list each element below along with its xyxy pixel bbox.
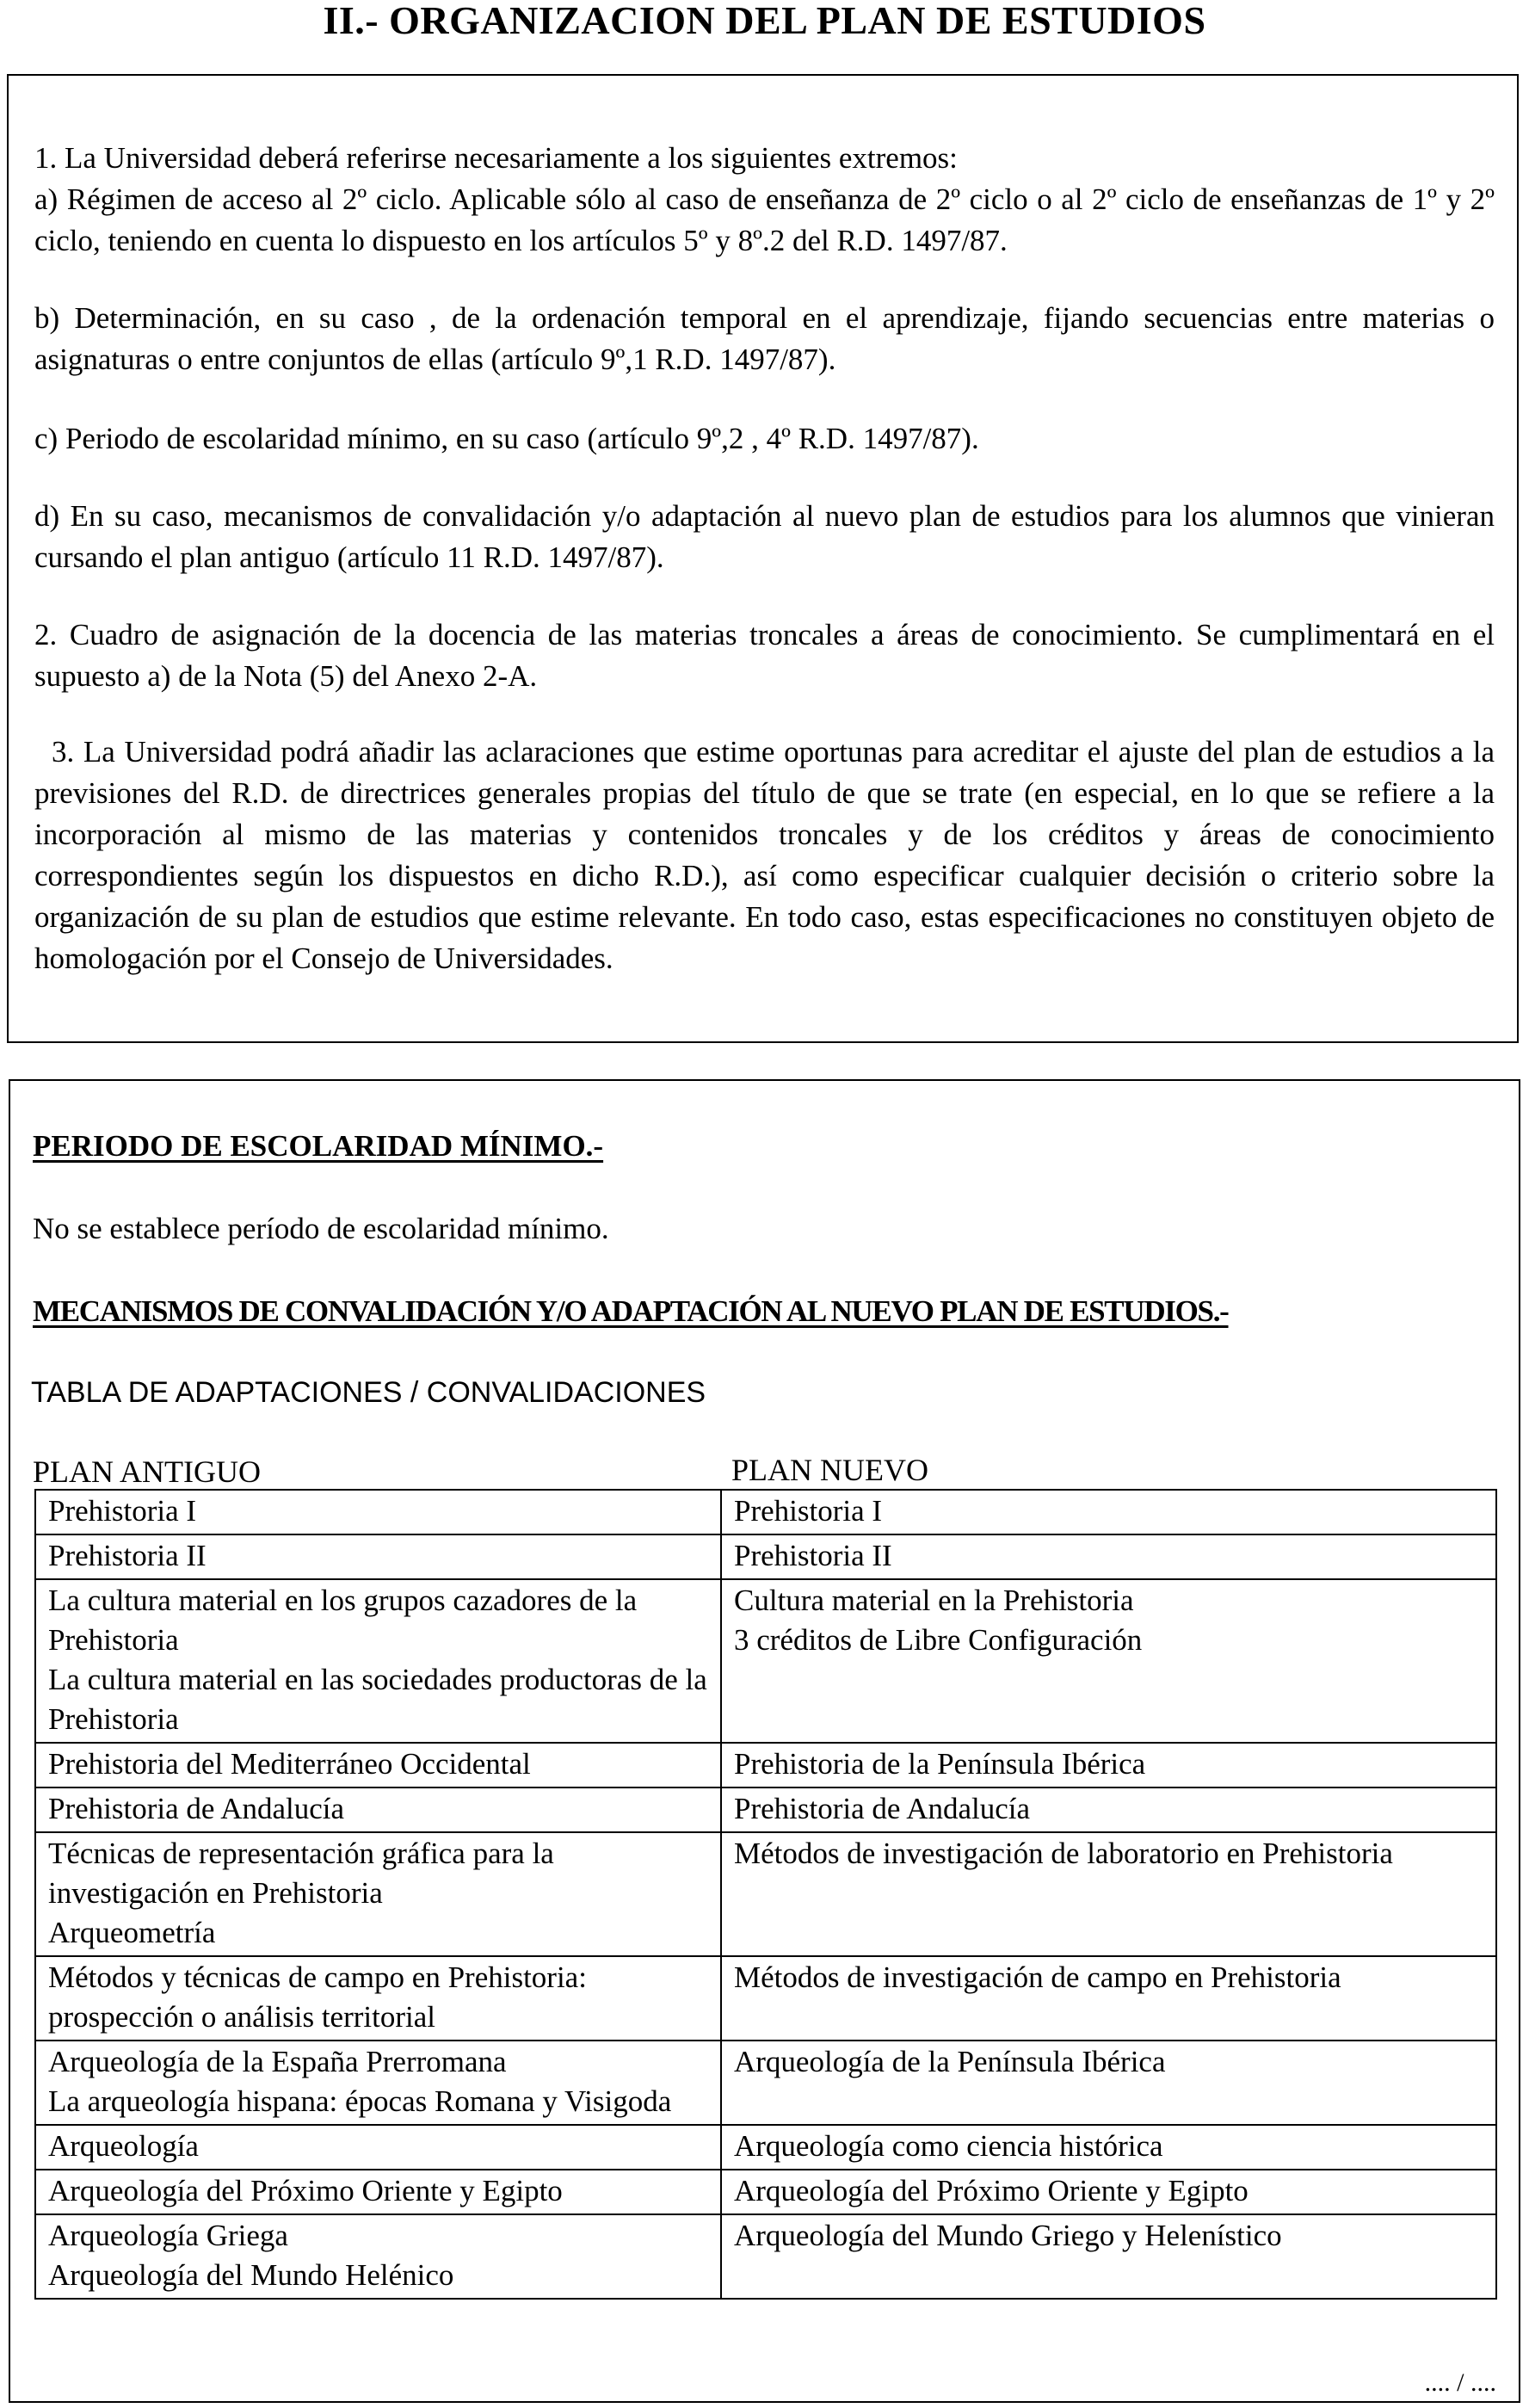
cell-plan-antiguo <box>35 1490 721 1534</box>
table-row <box>35 2214 1496 2299</box>
cell-plan-antiguo <box>35 2170 721 2214</box>
adaptations-table <box>34 1489 1497 2300</box>
table-row <box>35 2170 1496 2214</box>
subject-name: Métodos de investigación de campo en Prehistoria <box>734 1960 1341 1994</box>
cell-plan-antiguo <box>35 2125 721 2170</box>
instruction-1-intro: 1. La Universidad deberá referirse necesariamente a los siguientes extremos: <box>34 141 958 175</box>
subject-name: Métodos de investigación de laboratorio en Prehistoria <box>734 1837 1393 1870</box>
subject-name: Cultura material en la Prehistoria <box>734 1584 1134 1617</box>
table-row <box>35 2041 1496 2125</box>
subject-name: Arqueometría <box>48 1916 216 1949</box>
subject-name: La cultura material en los grupos cazadores de la Prehistoria <box>48 1584 638 1657</box>
table-row <box>35 1579 1496 1743</box>
cell-plan-antiguo <box>35 1832 721 1956</box>
table-row <box>35 1534 1496 1579</box>
cell-plan-antiguo <box>35 2041 721 2125</box>
subject-name: Arqueología de la España Prerromana <box>48 2045 507 2078</box>
cell-plan-nuevo <box>721 2041 1496 2125</box>
cell-plan-nuevo <box>721 1579 1496 1743</box>
subject-name: Prehistoria del Mediterráneo Occidental <box>48 1747 531 1781</box>
subject-name: Arqueología como ciencia histórica <box>734 2129 1163 2163</box>
cell-plan-antiguo <box>35 1579 721 1743</box>
instruction-3: 3. La Universidad podrá añadir las aclaraciones que estime oportunas para acreditar el ajuste del plan de estudios a la previsiones del R.D. de directrices generales propias del título de que se trate (en especial, en lo que se refiere a la incorporación al mismo de las materias y contenidos troncales y de los créditos y áreas de conocimiento correspondientes según los dispuestos en dicho R.D.), así como especificar cualquier decisión o criterio sobre la organización de su plan de estudios que estime relevante. En todo caso, estas especificaciones no constituyen objeto de homologación por el Consejo de Universidades. <box>34 735 1495 975</box>
subject-name: Prehistoria de la Península Ibérica <box>734 1747 1146 1781</box>
subject-name: La cultura material en las sociedades productoras de la Prehistoria <box>48 1663 707 1736</box>
subject-name: Arqueología Griega <box>48 2219 288 2252</box>
adaptations-box <box>9 1079 1520 2403</box>
cell-plan-nuevo <box>721 1534 1496 1579</box>
column-header-plan-nuevo: PLAN NUEVO <box>731 1453 928 1487</box>
instructions-box <box>7 74 1519 1043</box>
cell-plan-nuevo <box>721 1956 1496 2041</box>
instruction-2: 2. Cuadro de asignación de la docencia de las materias troncales a áreas de conocimiento. Se cumplimentará en el supuesto a) de la Nota (5) del Anexo 2-A. <box>34 618 1495 693</box>
subject-name: Técnicas de representación gráfica para la investigación en Prehistoria <box>48 1837 554 1910</box>
cell-plan-nuevo <box>721 1787 1496 1832</box>
periodo-heading: PERIODO DE ESCOLARIDAD MÍNIMO.- <box>33 1129 604 1163</box>
subject-name: Arqueología del Mundo Griego y Helenístico <box>734 2219 1282 2252</box>
continuation-mark: .... / .... <box>1424 2368 1496 2397</box>
cell-plan-antiguo <box>35 1534 721 1579</box>
table-row <box>35 1787 1496 1832</box>
cell-plan-nuevo <box>721 1743 1496 1787</box>
cell-plan-nuevo <box>721 2214 1496 2299</box>
subject-name: Prehistoria de Andalucía <box>48 1792 345 1825</box>
subject-name: Prehistoria II <box>734 1539 892 1572</box>
cell-plan-nuevo <box>721 1832 1496 1956</box>
table-row <box>35 1832 1496 1956</box>
subject-name: Prehistoria I <box>734 1494 883 1528</box>
cell-plan-antiguo <box>35 1956 721 2041</box>
table-row <box>35 1743 1496 1787</box>
subject-name: Prehistoria de Andalucía <box>734 1792 1031 1825</box>
subject-name: Métodos y técnicas de campo en Prehistoria: prospección o análisis territorial <box>48 1960 587 2034</box>
subject-name: Arqueología <box>48 2129 199 2163</box>
subject-name: Arqueología del Próximo Oriente y Egipto <box>734 2174 1248 2207</box>
column-header-plan-antiguo: PLAN ANTIGUO <box>33 1454 261 1489</box>
periodo-text: No se establece período de escolaridad mínimo. <box>33 1212 609 1245</box>
table-title: TABLA DE ADAPTACIONES / CONVALIDACIONES <box>31 1376 706 1409</box>
subject-name: Prehistoria I <box>48 1494 197 1528</box>
instruction-1c: c) Periodo de escolaridad mínimo, en su caso (artículo 9º,2 , 4º R.D. 1497/87). <box>34 422 979 455</box>
table-row <box>35 1956 1496 2041</box>
subject-name: La arqueología hispana: épocas Romana y Visigoda <box>48 2084 672 2118</box>
subject-name: Arqueología de la Península Ibérica <box>734 2045 1166 2078</box>
subject-name: Arqueología del Mundo Helénico <box>48 2258 454 2292</box>
cell-plan-antiguo <box>35 1743 721 1787</box>
table-row <box>35 2125 1496 2170</box>
cell-plan-antiguo <box>35 2214 721 2299</box>
instruction-1d: d) En su caso, mecanismos de convalidación y/o adaptación al nuevo plan de estudios para los alumnos que vinieran cursando el plan antiguo (artículo 11 R.D. 1497/87). <box>34 499 1495 574</box>
subject-name: 3 créditos de Libre Configuración <box>734 1623 1143 1657</box>
subject-name: Prehistoria II <box>48 1539 207 1572</box>
instruction-1b: b) Determinación, en su caso , de la ordenación temporal en el aprendizaje, fijando secuencias entre materias o asignaturas o entre conjuntos de ellas (artículo 9º,1 R.D. 1497/87). <box>34 301 1495 376</box>
cell-plan-antiguo <box>35 1787 721 1832</box>
mecanismos-heading: MECANISMOS DE CONVALIDACIÓN Y/O ADAPTACIÓN AL NUEVO PLAN DE ESTUDIOS.- <box>33 1294 1229 1328</box>
table-row <box>35 1490 1496 1534</box>
cell-plan-nuevo <box>721 2170 1496 2214</box>
subject-name: Arqueología del Próximo Oriente y Egipto <box>48 2174 563 2207</box>
cell-plan-nuevo <box>721 1490 1496 1534</box>
cell-plan-nuevo <box>721 2125 1496 2170</box>
page-title: II.- ORGANIZACION DEL PLAN DE ESTUDIOS <box>323 0 1206 42</box>
instruction-1a: a) Régimen de acceso al 2º ciclo. Aplicable sólo al caso de enseñanza de 2º ciclo o al 2º ciclo de enseñanzas de 1º y 2º ciclo, teniendo en cuenta lo dispuesto en los artículos 5º y 8º.2 del R.D. 1497/87. <box>34 182 1495 257</box>
